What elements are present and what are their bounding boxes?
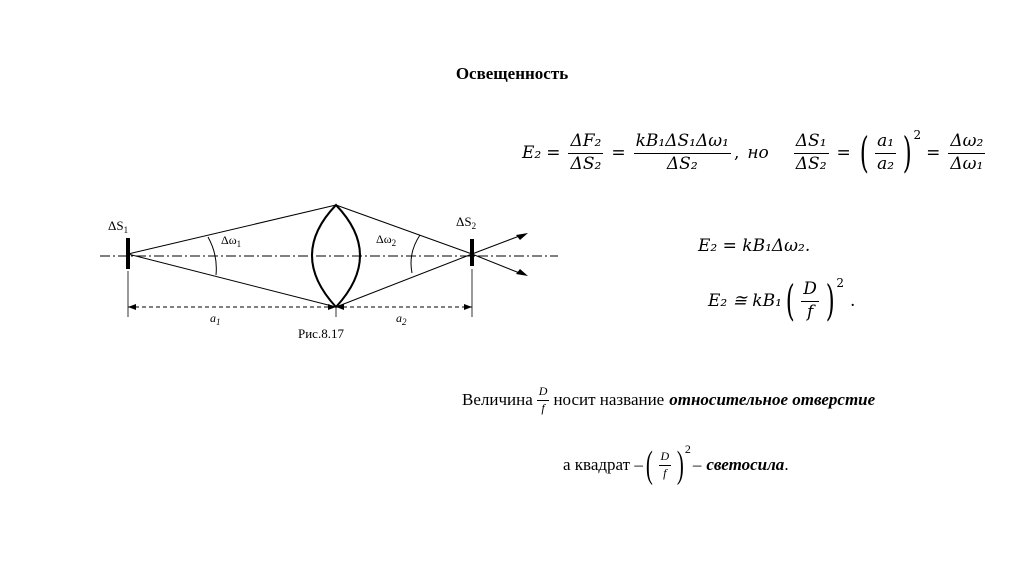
- term-relative-aperture: относительное отверстие: [669, 390, 876, 410]
- page-title: Освещенность: [455, 64, 569, 83]
- label-dw2: $\Delta\omega_2$: [376, 232, 397, 248]
- formula-illuminance-solid-angle: E₂ = kB₁Δω₂.: [698, 236, 811, 256]
- formula1-fraction-3: $\frac{\text{ΔS₁}}{\text{ΔS₂}}$: [795, 131, 827, 174]
- formula1-conjunction: но: [747, 143, 769, 164]
- formula1-fraction-4: $\frac{\text{a₁}}{\text{a₂}}$: [877, 131, 895, 174]
- label-dw1: $\Delta\omega_1$: [221, 233, 242, 249]
- formula1-fraction-2: $\frac{\text{kB₁ΔS₁Δω₁}}{\text{ΔS₂}}$: [635, 131, 729, 174]
- formula1-fraction-1: $\frac{\text{ΔF₂}}{\text{ΔS₂}}$: [570, 131, 602, 174]
- formula-illuminance-aperture: E₂ ≅ kB₁ ( $\frac{D}{f}$ ) 2 .: [708, 276, 856, 326]
- figure-caption: Рис.8.17: [298, 326, 344, 341]
- label-a2: $a_2$: [396, 311, 407, 327]
- formula1-fraction-5: $\frac{\text{Δω₂}}{\text{Δω₁}}$: [950, 131, 984, 174]
- angle-arc-w2: [411, 235, 420, 273]
- label-ds1: $\Delta S_1$: [108, 218, 129, 235]
- luminosity-sentence: а квадрат – ( $\frac{D}{f}$ ) 2 – светосила .: [563, 441, 789, 486]
- formula1-lhs: E₂: [522, 143, 542, 164]
- formula-illuminance-ratio: E₂ = $\frac{\text{ΔF₂}}{\text{ΔS₂}}$ = $\frac{\text{kB₁ΔS₁Δω₁}}{\text{ΔS₂}}$ , но $\frac{\text{ΔS₁}}{\text{ΔS₂}}$ = ( $\frac{\text{a₁}}{\text{a₂}}$ ) 2 = $\frac{\text{Δω₂}}{\text{Δω₁}}$: [522, 128, 984, 178]
- formula1-power: 2: [913, 128, 922, 143]
- lens-diagram: [90, 195, 570, 350]
- text1-fraction: $\frac{D}{f}$: [538, 384, 548, 415]
- term-luminosity: светосила: [706, 455, 785, 474]
- formula3-fraction: $\frac{D}{f}$: [803, 279, 817, 322]
- text2-fraction: $\frac{D}{f}$: [660, 448, 670, 480]
- label-ds2: $\Delta S_2$: [456, 214, 477, 231]
- relative-aperture-sentence: Величина $\frac{D}{f}$ носит название относительное отверстие: [462, 384, 876, 415]
- label-a1: $a_1$: [210, 311, 221, 327]
